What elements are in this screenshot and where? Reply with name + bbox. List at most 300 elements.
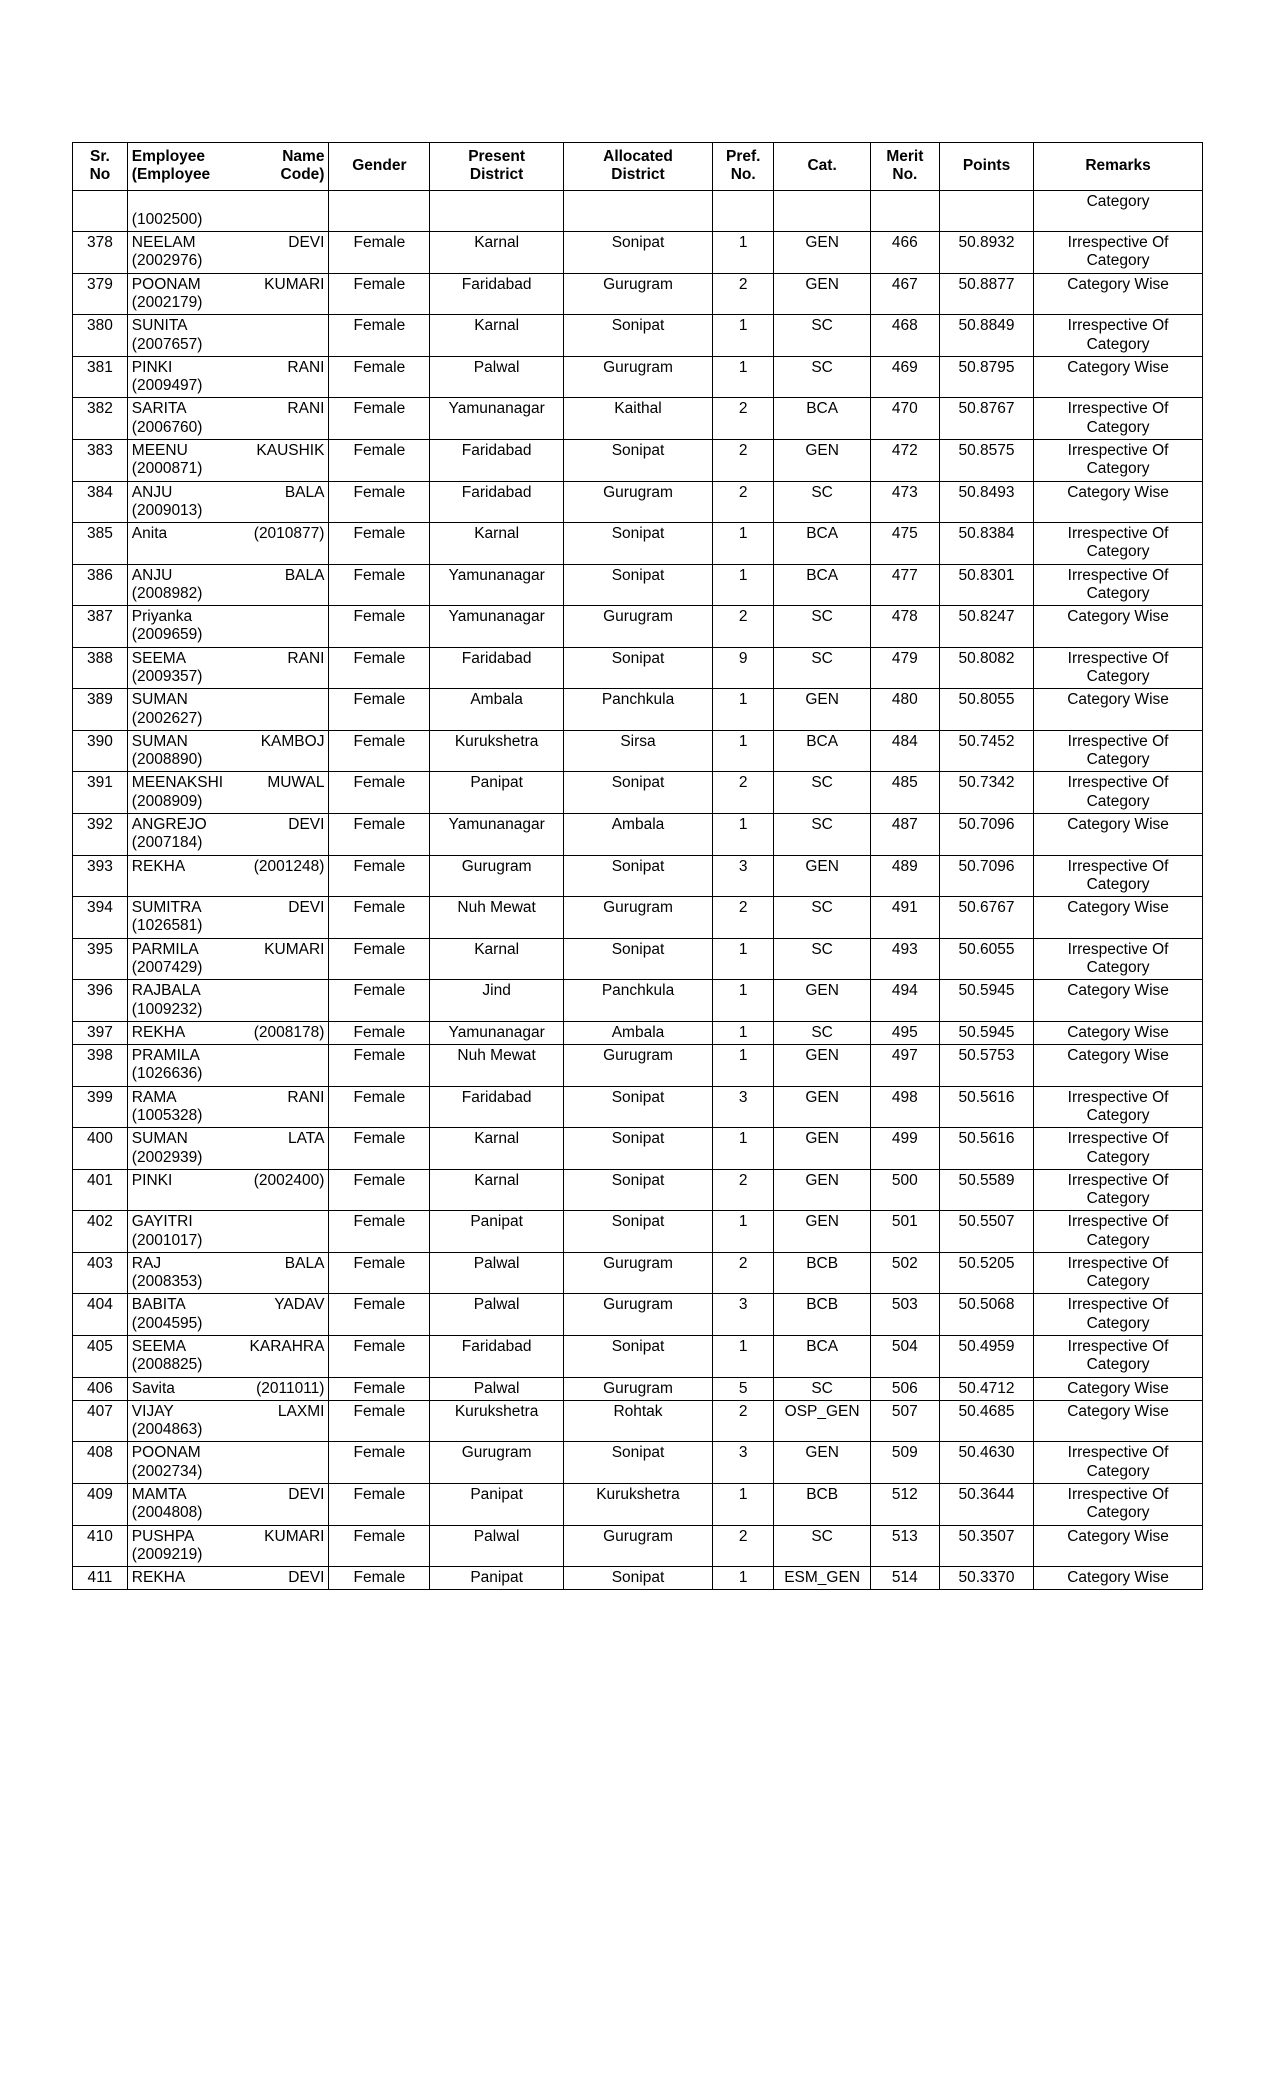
cell-merit-no: 473 [870,481,939,523]
cell-cat: SC [774,772,870,814]
cell-gender: Female [329,689,430,731]
cell-gender: Female [329,980,430,1022]
cell-present-district: Panipat [430,772,564,814]
cell-merit-no: 477 [870,564,939,606]
cell-points: 50.8575 [939,439,1033,481]
employee-name-text: POONAM [131,1444,201,1462]
cell-sr-no: 405 [73,1336,128,1378]
cell-pref-no: 9 [713,647,774,689]
cell-employee-name [127,1336,329,1378]
cell-allocated-district: Sonipat [563,1128,712,1170]
cell-points: 50.3370 [939,1567,1033,1590]
table-row [73,1294,1203,1336]
cell-sr-no: 411 [73,1567,128,1590]
employee-code-text: (2006760) [131,418,203,436]
cell-cat: GEN [774,855,870,897]
cell-merit-no: 513 [870,1525,939,1567]
employee-code-text: (2002179) [131,293,203,311]
cell-points: 50.3644 [939,1484,1033,1526]
cell-pref-no: 2 [713,273,774,315]
employee-allocation-table [72,142,1203,1590]
cell-sr-no: 393 [73,855,128,897]
cell-allocated-district: Ambala [563,1021,712,1044]
cell-sr-no: 386 [73,564,128,606]
cell-sr-no: 395 [73,938,128,980]
cell-employee-name [127,1294,329,1336]
cell-present-district: Nuh Mewat [430,1045,564,1087]
cell-gender [329,190,430,232]
cell-allocated-district: Kurukshetra [563,1484,712,1526]
employee-name-text: PINKI RANI [131,358,325,376]
cell-remarks: Category Wise [1034,606,1203,648]
cell-cat: GEN [774,273,870,315]
cell-employee-name [127,689,329,731]
cell-present-district: Kurukshetra [430,730,564,772]
cell-employee-name [127,1045,329,1087]
cell-merit-no: 468 [870,315,939,357]
cell-employee-name [127,1400,329,1442]
cell-sr-no: 410 [73,1525,128,1567]
cell-cat: GEN [774,232,870,274]
cell-present-district: Palwal [430,356,564,398]
employee-code-text: (2008909) [131,792,203,810]
cell-remarks: Category Wise [1034,1021,1203,1044]
cell-employee-name [127,523,329,565]
cell-remarks: Category Wise [1034,1525,1203,1567]
cell-gender: Female [329,315,430,357]
cell-pref-no: 3 [713,1086,774,1128]
cell-remarks: Category Wise [1034,1377,1203,1400]
cell-points: 50.7096 [939,814,1033,856]
cell-allocated-district: Gurugram [563,897,712,939]
employee-name-text: RAJ BALA [131,1254,325,1272]
cell-pref-no: 2 [713,1169,774,1211]
cell-employee-name [127,1128,329,1170]
cell-pref-no [713,190,774,232]
cell-remarks: Category Wise [1034,273,1203,315]
cell-remarks: Irrespective Of Category [1034,1169,1203,1211]
cell-cat: SC [774,897,870,939]
table-row [73,398,1203,440]
table-row [73,772,1203,814]
cell-gender: Female [329,814,430,856]
cell-cat: GEN [774,1045,870,1087]
table-row [73,315,1203,357]
cell-sr-no: 402 [73,1211,128,1253]
employee-code-text: (1005328) [131,1106,203,1124]
column-header-employee-name-line2: (Employee Code) [131,166,325,184]
cell-points [939,190,1033,232]
cell-remarks: Category Wise [1034,481,1203,523]
employee-code-text: (2007657) [131,335,203,353]
employee-name-text: Priyanka [131,608,193,626]
employee-code-text: (1002500) [131,210,203,228]
employee-name-text: RAMA RANI [131,1088,325,1106]
column-header-allocated-district [563,143,712,191]
cell-sr-no: 389 [73,689,128,731]
cell-present-district: Karnal [430,232,564,274]
cell-allocated-district: Sonipat [563,523,712,565]
employee-code-text: (2009497) [131,377,203,395]
cell-remarks: Category Wise [1034,980,1203,1022]
column-header-allocated-district-line2: District [611,166,665,184]
table-row [73,523,1203,565]
cell-pref-no: 2 [713,1252,774,1294]
cell-sr-no: 391 [73,772,128,814]
cell-allocated-district: Rohtak [563,1400,712,1442]
cell-employee-name [127,647,329,689]
cell-pref-no: 1 [713,1045,774,1087]
employee-code-text: (1009232) [131,1000,203,1018]
cell-pref-no: 1 [713,1567,774,1590]
column-header-merit-no-line1: Merit [886,148,924,165]
cell-remarks: Irrespective Of Category [1034,564,1203,606]
employee-code-text: (2008982) [131,584,203,602]
table-row [73,1400,1203,1442]
cell-allocated-district: Gurugram [563,1045,712,1087]
cell-sr-no: 403 [73,1252,128,1294]
cell-pref-no: 1 [713,689,774,731]
cell-remarks: Irrespective Of Category [1034,730,1203,772]
cell-present-district: Palwal [430,1525,564,1567]
table-row [73,1442,1203,1484]
cell-points: 50.8932 [939,232,1033,274]
column-header-points: Points [939,143,1033,191]
cell-merit-no: 491 [870,897,939,939]
cell-sr-no: 399 [73,1086,128,1128]
cell-remarks: Category Wise [1034,897,1203,939]
employee-name-text: Savita (2011011) [131,1379,325,1397]
cell-employee-name [127,356,329,398]
cell-pref-no: 1 [713,938,774,980]
cell-sr-no: 381 [73,356,128,398]
cell-pref-no: 1 [713,730,774,772]
cell-allocated-district: Gurugram [563,1377,712,1400]
cell-present-district: Karnal [430,1169,564,1211]
cell-remarks: Category Wise [1034,356,1203,398]
cell-merit-no: 480 [870,689,939,731]
table-row [73,1377,1203,1400]
cell-present-district: Faridabad [430,439,564,481]
cell-sr-no: 394 [73,897,128,939]
cell-gender: Female [329,1525,430,1567]
cell-cat: SC [774,1525,870,1567]
cell-sr-no: 382 [73,398,128,440]
column-header-pref-no-line1: Pref. [725,148,761,165]
cell-cat: GEN [774,1169,870,1211]
employee-code-text: (2009357) [131,668,203,686]
cell-cat: SC [774,647,870,689]
cell-present-district: Yamunanagar [430,814,564,856]
cell-remarks: Irrespective Of Category [1034,1336,1203,1378]
cell-present-district: Ambala [430,689,564,731]
cell-sr-no: 401 [73,1169,128,1211]
column-header-pref-no [713,143,774,191]
cell-present-district: Palwal [430,1294,564,1336]
column-header-employee-name [127,143,329,191]
cell-gender: Female [329,647,430,689]
column-header-sr-no-line1: Sr. [89,148,110,165]
table-row [73,273,1203,315]
cell-sr-no: 396 [73,980,128,1022]
cell-allocated-district: Sonipat [563,439,712,481]
column-header-merit-no-line2: No. [892,166,918,184]
cell-gender: Female [329,1377,430,1400]
cell-merit-no: 509 [870,1442,939,1484]
cell-points: 50.5945 [939,1021,1033,1044]
cell-pref-no: 1 [713,1021,774,1044]
cell-cat: GEN [774,1086,870,1128]
cell-cat: GEN [774,1128,870,1170]
cell-present-district: Palwal [430,1252,564,1294]
cell-pref-no: 2 [713,897,774,939]
cell-remarks: Category Wise [1034,1045,1203,1087]
cell-merit-no: 514 [870,1567,939,1590]
employee-name-text: SEEMA KARAHRA [131,1338,325,1356]
cell-points: 50.7342 [939,772,1033,814]
cell-employee-name [127,980,329,1022]
cell-pref-no: 2 [713,481,774,523]
cell-remarks: Irrespective Of Category [1034,232,1203,274]
column-header-merit-no [870,143,939,191]
column-header-present-district-line2: District [469,166,524,184]
employee-code-text: (2002627) [131,709,203,727]
employee-code-text: (2007429) [131,958,203,976]
cell-gender: Female [329,938,430,980]
cell-pref-no: 1 [713,232,774,274]
employee-code-text: (2009219) [131,1545,203,1563]
cell-merit-no [870,190,939,232]
cell-pref-no: 2 [713,772,774,814]
cell-remarks: Irrespective Of Category [1034,855,1203,897]
cell-merit-no: 495 [870,1021,939,1044]
cell-allocated-district: Sonipat [563,1567,712,1590]
table-row [73,1484,1203,1526]
cell-cat: SC [774,814,870,856]
cell-allocated-district: Gurugram [563,481,712,523]
cell-employee-name [127,1567,329,1590]
cell-gender: Female [329,606,430,648]
cell-cat: OSP_GEN [774,1400,870,1442]
cell-employee-name [127,1484,329,1526]
cell-gender: Female [329,1294,430,1336]
cell-points: 50.4712 [939,1377,1033,1400]
cell-points: 50.8384 [939,523,1033,565]
cell-remarks: Irrespective Of Category [1034,1442,1203,1484]
cell-remarks: Irrespective Of Category [1034,439,1203,481]
cell-present-district: Karnal [430,938,564,980]
cell-employee-name [127,814,329,856]
table-row [73,1336,1203,1378]
cell-allocated-district: Sonipat [563,1086,712,1128]
cell-present-district: Faridabad [430,1336,564,1378]
cell-employee-name [127,897,329,939]
cell-gender: Female [329,1400,430,1442]
employee-code-text: (2004595) [131,1314,203,1332]
cell-employee-name [127,439,329,481]
cell-present-district: Yamunanagar [430,606,564,648]
cell-sr-no: 398 [73,1045,128,1087]
cell-remarks: Category [1034,190,1203,232]
table-row [73,232,1203,274]
cell-employee-name [127,606,329,648]
cell-allocated-district: Sonipat [563,1442,712,1484]
cell-gender: Female [329,356,430,398]
cell-sr-no: 400 [73,1128,128,1170]
cell-present-district: Karnal [430,523,564,565]
cell-points: 50.8493 [939,481,1033,523]
cell-employee-name [127,273,329,315]
cell-remarks: Category Wise [1034,1567,1203,1590]
cell-merit-no: 503 [870,1294,939,1336]
cell-sr-no: 379 [73,273,128,315]
cell-points: 50.5616 [939,1086,1033,1128]
cell-merit-no: 497 [870,1045,939,1087]
employee-name-text: BABITA YADAV [131,1296,325,1314]
cell-merit-no: 498 [870,1086,939,1128]
cell-merit-no: 475 [870,523,939,565]
cell-allocated-district: Gurugram [563,1294,712,1336]
table-row [73,730,1203,772]
cell-merit-no: 502 [870,1252,939,1294]
cell-allocated-district [563,190,712,232]
table-row [73,1567,1203,1590]
cell-employee-name [127,398,329,440]
employee-name-text: SUNITA [131,317,188,335]
column-header-sr-no-line2: No [89,166,111,184]
cell-remarks: Irrespective Of Category [1034,1294,1203,1336]
employee-code-text: (2002939) [131,1148,203,1166]
cell-points: 50.5753 [939,1045,1033,1087]
cell-points: 50.4959 [939,1336,1033,1378]
cell-points: 50.8082 [939,647,1033,689]
cell-gender: Female [329,1442,430,1484]
employee-name-text: MEENU KAUSHIK [131,441,325,459]
cell-gender: Female [329,1128,430,1170]
cell-present-district: Yamunanagar [430,1021,564,1044]
cell-remarks: Irrespective Of Category [1034,647,1203,689]
cell-pref-no: 1 [713,1128,774,1170]
cell-cat: SC [774,1021,870,1044]
cell-cat: GEN [774,1211,870,1253]
cell-merit-no: 470 [870,398,939,440]
cell-remarks: Irrespective Of Category [1034,772,1203,814]
cell-allocated-district: Gurugram [563,606,712,648]
column-header-employee-name-line1: Employee Name [131,148,325,165]
cell-pref-no: 3 [713,1294,774,1336]
employee-name-text: ANGREJO DEVI [131,816,325,833]
cell-allocated-district: Sonipat [563,1169,712,1211]
cell-gender: Female [329,398,430,440]
cell-gender: Female [329,232,430,274]
cell-remarks: Category Wise [1034,689,1203,731]
table-row [73,356,1203,398]
cell-gender: Female [329,481,430,523]
cell-points: 50.5205 [939,1252,1033,1294]
cell-allocated-district: Sonipat [563,772,712,814]
table-row [73,481,1203,523]
cell-present-district: Gurugram [430,1442,564,1484]
cell-allocated-district: Sonipat [563,232,712,274]
cell-employee-name [127,232,329,274]
table-row [73,980,1203,1022]
cell-merit-no: 512 [870,1484,939,1526]
cell-points: 50.8795 [939,356,1033,398]
employee-name-text: SARITA RANI [131,400,325,418]
cell-allocated-district: Sonipat [563,938,712,980]
cell-points: 50.8767 [939,398,1033,440]
cell-allocated-district: Gurugram [563,273,712,315]
cell-points: 50.5616 [939,1128,1033,1170]
employee-code-text: (2009659) [131,626,203,644]
cell-merit-no: 485 [870,772,939,814]
employee-name-text: Anita (2010877) [131,525,325,543]
employee-code-text: (2008825) [131,1356,203,1374]
cell-cat: GEN [774,1442,870,1484]
cell-present-district: Karnal [430,315,564,357]
cell-gender: Female [329,1336,430,1378]
cell-gender: Female [329,523,430,565]
cell-points: 50.8301 [939,564,1033,606]
cell-points: 50.8055 [939,689,1033,731]
table-row [73,938,1203,980]
employee-name-text: MEENAKSHI MUWAL [131,774,325,792]
employee-name-text: SEEMA RANI [131,649,325,667]
employee-name-text: NEELAM DEVI [131,234,325,252]
table-row [73,647,1203,689]
cell-pref-no: 1 [713,356,774,398]
cell-cat: ESM_GEN [774,1567,870,1590]
table-row [73,606,1203,648]
employee-code-text: (2008353) [131,1273,203,1291]
cell-sr-no: 385 [73,523,128,565]
cell-pref-no: 2 [713,1400,774,1442]
table-row [73,1525,1203,1567]
cell-employee-name [127,190,329,232]
cell-present-district: Yamunanagar [430,564,564,606]
cell-cat: SC [774,606,870,648]
employee-code-text: (2007184) [131,834,203,852]
employee-name-text: POONAM KUMARI [131,275,325,293]
cell-gender: Female [329,1567,430,1590]
employee-name-text: ANJU BALA [131,566,325,584]
cell-allocated-district: Sonipat [563,855,712,897]
employee-name-text: SUMAN [131,691,188,709]
cell-present-district: Faridabad [430,481,564,523]
cell-present-district: Faridabad [430,1086,564,1128]
cell-merit-no: 507 [870,1400,939,1442]
cell-cat [774,190,870,232]
cell-gender: Female [329,772,430,814]
table-row [73,897,1203,939]
cell-merit-no: 467 [870,273,939,315]
cell-pref-no: 3 [713,855,774,897]
employee-code-text: (1026636) [131,1065,203,1083]
cell-allocated-district: Sonipat [563,647,712,689]
cell-gender: Female [329,855,430,897]
cell-points: 50.4685 [939,1400,1033,1442]
cell-allocated-district: Sonipat [563,564,712,606]
column-header-remarks: Remarks [1034,143,1203,191]
column-header-present-district [430,143,564,191]
cell-cat: BCA [774,523,870,565]
table-row [73,564,1203,606]
employee-code-text: (2002734) [131,1462,203,1480]
cell-allocated-district: Sonipat [563,315,712,357]
cell-present-district: Palwal [430,1377,564,1400]
table-header [73,143,1203,191]
cell-employee-name [127,1377,329,1400]
